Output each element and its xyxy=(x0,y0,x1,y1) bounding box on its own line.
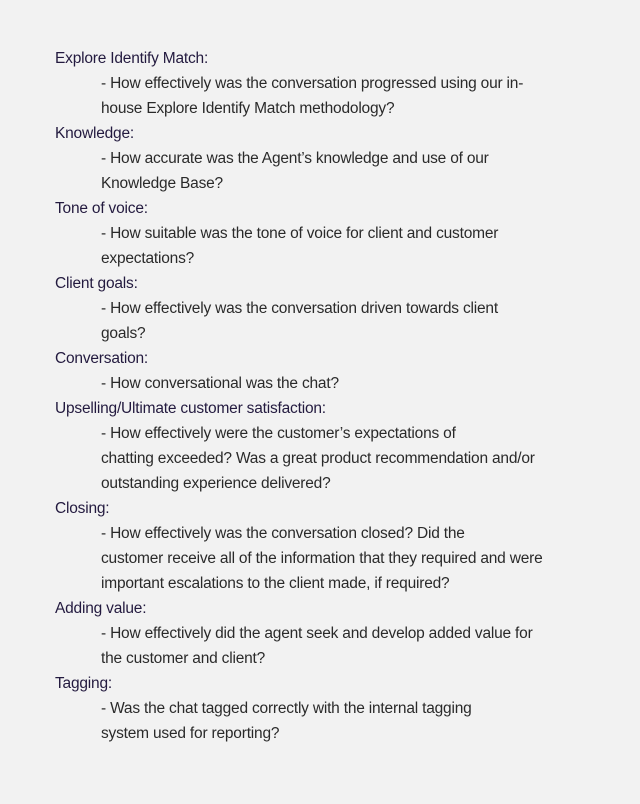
question-line: system used for reporting? xyxy=(101,725,280,742)
criterion-heading: Explore Identify Match: xyxy=(55,50,209,67)
question-line: - How suitable was the tone of voice for client and customer xyxy=(101,225,499,242)
criterion-heading: Client goals: xyxy=(55,275,138,292)
question-line: - How effectively were the customer’s expectations of xyxy=(101,425,456,442)
criterion-knowledge xyxy=(55,121,635,196)
question-line: chatting exceeded? Was a great product recommendation and/or xyxy=(101,450,535,467)
question-line: outstanding experience delivered? xyxy=(101,475,331,492)
criterion-heading: Conversation: xyxy=(55,350,149,367)
criterion-upselling xyxy=(55,396,635,496)
criterion-question xyxy=(55,421,635,496)
question-line: house Explore Identify Match methodology? xyxy=(101,100,395,117)
criterion-explore-identify-match xyxy=(55,46,635,121)
criterion-question xyxy=(55,221,635,271)
question-line: - How accurate was the Agent’s knowledge and use of our xyxy=(101,150,489,167)
question-line: the customer and client? xyxy=(101,650,266,667)
question-line: - How effectively did the agent seek and develop added value for xyxy=(101,625,533,642)
question-line: - Was the chat tagged correctly with the internal tagging xyxy=(101,700,472,717)
question-line: customer receive all of the information that they required and were xyxy=(101,550,543,567)
criterion-conversation xyxy=(55,346,635,396)
criterion-question xyxy=(55,621,635,671)
question-line: expectations? xyxy=(101,250,195,267)
criterion-heading: Tone of voice: xyxy=(55,200,148,217)
criterion-adding-value xyxy=(55,596,635,671)
criterion-closing xyxy=(55,496,635,596)
criterion-tagging xyxy=(55,671,635,746)
criterion-question xyxy=(55,521,635,596)
question-line: Knowledge Base? xyxy=(101,175,223,192)
criterion-heading: Tagging: xyxy=(55,675,113,692)
criterion-heading: Adding value: xyxy=(55,600,147,617)
criterion-question xyxy=(55,296,635,346)
question-line: - How effectively was the conversation progressed using our in- xyxy=(101,75,524,92)
question-line: - How effectively was the conversation driven towards client xyxy=(101,300,498,317)
criterion-heading: Upselling/Ultimate customer satisfaction: xyxy=(55,400,326,417)
criterion-heading: Closing: xyxy=(55,500,110,517)
criterion-heading: Knowledge: xyxy=(55,125,135,142)
criteria-list xyxy=(55,46,635,746)
criterion-question xyxy=(55,146,635,196)
question-line: goals? xyxy=(101,325,146,342)
criterion-tone-of-voice xyxy=(55,196,635,271)
criterion-question xyxy=(55,371,635,396)
question-line: important escalations to the client made, if required? xyxy=(101,575,450,592)
question-line: - How effectively was the conversation closed? Did the xyxy=(101,525,465,542)
criterion-question xyxy=(55,696,635,746)
question-line: - How conversational was the chat? xyxy=(101,375,339,392)
criterion-question xyxy=(55,71,635,121)
criterion-client-goals xyxy=(55,271,635,346)
